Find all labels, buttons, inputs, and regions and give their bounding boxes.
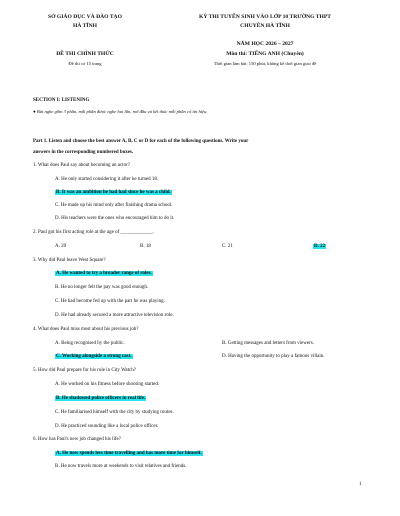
q2-option-a: A. 20 bbox=[55, 244, 67, 249]
official-label: ĐỀ THI CHÍNH THỨC bbox=[56, 51, 114, 57]
department-name: SỞ GIÁO DỤC VÀ ĐÀO TẠO bbox=[48, 14, 122, 20]
q4-option-c bbox=[55, 354, 133, 359]
question-1: 1. What does Paul say about becoming an actor? bbox=[33, 163, 130, 168]
q1-option-c: C. He made up his mind only after finishing drama school. bbox=[55, 203, 173, 208]
q2-option-c: C. 21 bbox=[222, 244, 233, 249]
province-name: HÀ TĨNH bbox=[73, 23, 97, 29]
question-6: 6. How has Paul's new job changed his life? bbox=[33, 437, 121, 442]
q5-option-d: D. He practiced sounding like a local police officer. bbox=[55, 424, 159, 429]
q6-option-b: B. He now travels more at weekends to visit relatives and friends. bbox=[55, 464, 187, 469]
q6-answer-highlight: A. He now spends less time travelling and has more time for himself. bbox=[56, 451, 202, 456]
part1-instruction-cont: answers in the corresponding numbered boxes. bbox=[33, 150, 134, 155]
question-5: 5. How did Paul prepare for his role in City Watch? bbox=[33, 368, 136, 373]
q2-option-b: B. 18 bbox=[140, 244, 151, 249]
q1-option-b bbox=[55, 190, 172, 195]
q2-option-d bbox=[313, 244, 326, 249]
q5-option-c: C. He familiarised himself with the city by studying routes. bbox=[55, 410, 174, 415]
time-limit: Thời gian làm bài: 150 phút, không kể thời gian giao đề bbox=[213, 61, 317, 66]
q1-option-a: A. He only started considering it after he turned 18. bbox=[55, 177, 159, 182]
q3-option-d: D. He had already secured a more attractive television role. bbox=[55, 313, 174, 318]
question-2: 2. Paul got his first acting role at the age of _____________. bbox=[33, 230, 155, 235]
section-title: SECTION I: LISTENING bbox=[33, 98, 90, 103]
q6-option-a bbox=[55, 451, 203, 456]
page-number: 1 bbox=[359, 482, 362, 487]
q3-option-a bbox=[55, 271, 153, 276]
section-note: ● Bài nghe gồm 3 phần, mỗi phần được nghe hai lần, mở đầu và kết thúc mỗi phần có tín hiệu. bbox=[33, 109, 208, 114]
q3-option-b: B. He no longer felt the pay was good enough. bbox=[55, 285, 149, 290]
q4-answer-highlight: C. Working alongside a strong cast. bbox=[56, 354, 132, 359]
q4-option-a: A. Being recognised by the public. bbox=[55, 341, 125, 346]
part1-instruction: Part 1. Listen and choose the best answer A, B, C or D for each of the following questions. Write your bbox=[33, 139, 249, 144]
q4-option-d: D. Having the opportunity to play a famous villain. bbox=[222, 354, 325, 359]
school-name: CHUYÊN HÀ TĨNH bbox=[240, 23, 290, 29]
subject-label: Môn thi: TIẾNG ANH (Chuyên) bbox=[226, 51, 304, 57]
q5-option-b bbox=[55, 396, 146, 401]
school-year: NĂM HỌC 2026 – 2027 bbox=[236, 41, 294, 47]
q1-answer-highlight: B. It was an ambition he had had since he was a child. bbox=[56, 190, 171, 195]
q1-option-d: D. His teachers were the ones who encouraged him to do it. bbox=[55, 216, 175, 221]
q3-answer-highlight: A. He wanted to try a broader range of roles. bbox=[56, 271, 152, 276]
q4-option-b: B. Getting messages and letters from viewers. bbox=[222, 341, 314, 346]
page-count: Đề thi có 15 trang bbox=[68, 61, 102, 66]
q3-option-c: C. He had become fed up with the part he was playing. bbox=[55, 299, 165, 304]
q2-answer-highlight: D. 22 bbox=[314, 244, 326, 249]
exam-title: KỲ THI TUYỂN SINH VÀO LỚP 10 TRƯỜNG THPT bbox=[199, 14, 331, 20]
q5-option-a: A. He worked on his fitness before shooting started. bbox=[55, 382, 160, 387]
question-3: 3. Why did Paul leave West Square? bbox=[33, 258, 106, 263]
q5-answer-highlight: B. He shadowed police officers in real life. bbox=[56, 396, 146, 401]
question-4: 4. What does Paul miss most about his previous job? bbox=[33, 327, 139, 332]
